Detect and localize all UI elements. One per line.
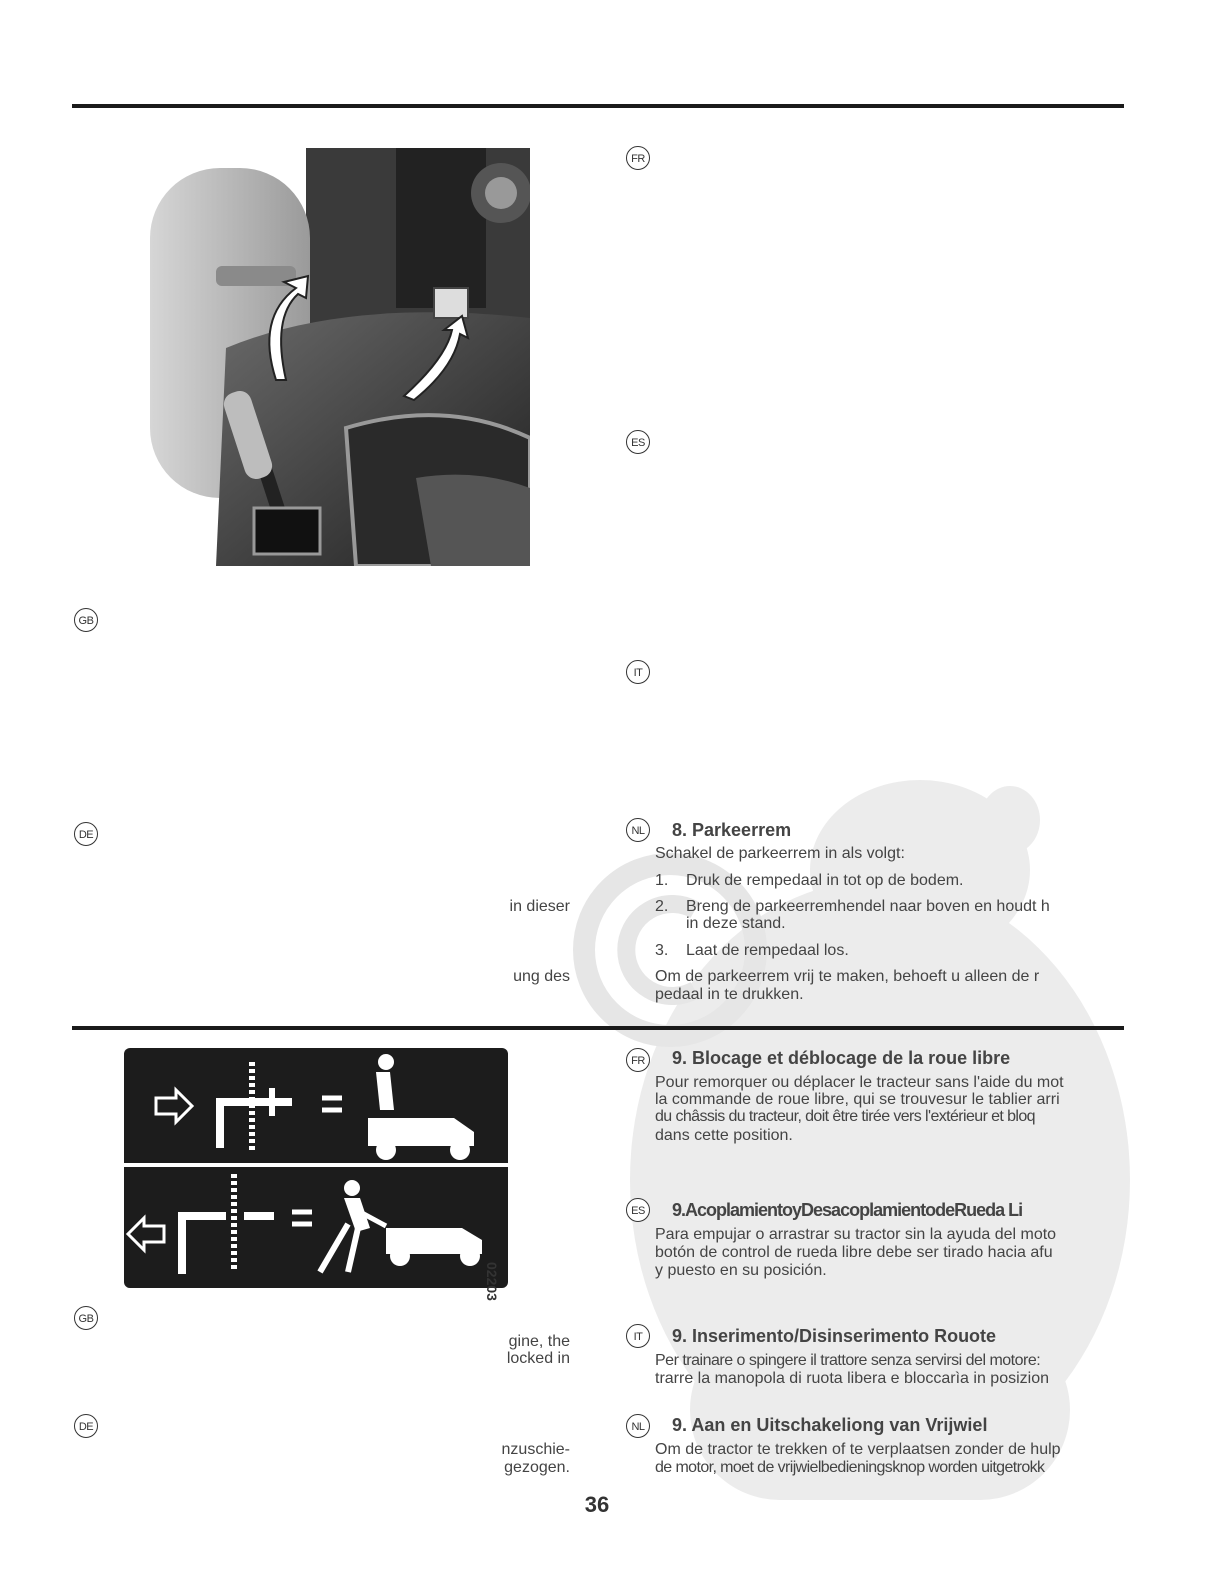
fr-freewheel-line-1: Pour remorquer ou déplacer le tracteur sans l'aide du mot bbox=[655, 1074, 1064, 1091]
nl-parking-outro-1: Om de parkeerrem vrij te maken, behoeft u alleen de r bbox=[655, 968, 1040, 985]
lang-badge-de-2: DE bbox=[74, 1414, 98, 1438]
lang-badge-gb: GB bbox=[74, 608, 98, 632]
nl-step-1-number: 1. bbox=[655, 872, 669, 889]
fr-freewheel-line-3: du châssis du tracteur, doit être tirée vers l'extérieur et bloq bbox=[655, 1108, 1035, 1125]
lang-badge-es-2: ES bbox=[626, 1198, 650, 1222]
nl-step-2-text-cont: in deze stand. bbox=[686, 915, 786, 932]
decal-code: 02203 bbox=[484, 1262, 500, 1301]
fr-freewheel-line-4: dans cette position. bbox=[655, 1127, 793, 1144]
lang-badge-de: DE bbox=[74, 822, 98, 846]
es-freewheel-line-3: y puesto en su posición. bbox=[655, 1262, 827, 1279]
es-freewheel-line-2: botón de control de rueda libre debe ser tirado hacia afu bbox=[655, 1244, 1053, 1261]
lang-badge-nl-2: NL bbox=[626, 1414, 650, 1438]
lang-badge-fr: FR bbox=[626, 146, 650, 170]
nl-step-2-text: Breng de parkeerremhendel naar boven en houdt h bbox=[686, 898, 1050, 915]
freewheel-decal bbox=[124, 1048, 508, 1288]
lang-badge-it-2: IT bbox=[626, 1324, 650, 1348]
gb-fragment-2: locked in bbox=[506, 1350, 570, 1367]
nl-step-3-text: Laat de rempedaal los. bbox=[686, 942, 849, 959]
tractor-lever-photo bbox=[146, 148, 530, 566]
page-number: 36 bbox=[584, 1492, 610, 1517]
fr-freewheel-line-2: la commande de roue libre, qui se trouvesur le tablier arri bbox=[655, 1091, 1060, 1108]
gb-fragment-1: gine, the bbox=[508, 1333, 570, 1350]
lang-badge-gb-2: GB bbox=[74, 1306, 98, 1330]
nl-parking-heading: 8. Parkeerrem bbox=[672, 820, 792, 840]
nl-parking-intro: Schakel de parkeerrem in als volgt: bbox=[655, 845, 905, 862]
top-rule bbox=[72, 104, 1124, 108]
de2-fragment-1: nzuschie- bbox=[501, 1441, 570, 1458]
fr-freewheel-heading: 9. Blocage et déblocage de la roue libre bbox=[672, 1048, 1011, 1068]
it-freewheel-line-1: Per trainare o spingere il trattore senza servirsi del motore: bbox=[655, 1352, 1041, 1369]
nl-parking-outro-2: pedaal in te drukken. bbox=[655, 986, 804, 1003]
de-fragment-1: in dieser bbox=[509, 898, 570, 915]
it-freewheel-line-2: trarre la manopola di ruota libera e bloccarìa in posizion bbox=[655, 1370, 1049, 1387]
es-freewheel-heading: 9.AcoplamientoyDesacoplamientodeRueda Li bbox=[672, 1200, 1023, 1220]
lang-badge-it: IT bbox=[626, 660, 650, 684]
nl-freewheel-line-2: de motor, moet de vrijwielbedieningsknop worden uitgetrokk bbox=[655, 1459, 1045, 1476]
nl-step-3-number: 3. bbox=[655, 942, 669, 959]
de-fragment-2: ung des bbox=[513, 968, 570, 985]
es-freewheel-line-1: Para empujar o arrastrar su tractor sin la ayuda del moto bbox=[655, 1226, 1057, 1243]
lang-badge-nl: NL bbox=[626, 818, 650, 842]
lang-badge-es: ES bbox=[626, 430, 650, 454]
nl-freewheel-line-1: Om de tractor te trekken of te verplaatsen zonder de hulp bbox=[655, 1441, 1061, 1458]
nl-freewheel-heading: 9. Aan en Uitschakeliong van Vrijwiel bbox=[672, 1415, 988, 1435]
middle-rule bbox=[72, 1026, 1124, 1030]
nl-step-1-text: Druk de rempedaal in tot op de bodem. bbox=[686, 872, 964, 889]
nl-step-2-number: 2. bbox=[655, 898, 669, 915]
lang-badge-fr-2: FR bbox=[626, 1048, 650, 1072]
it-freewheel-heading: 9. Inserimento/Disinserimento Rouote bbox=[672, 1326, 997, 1346]
de2-fragment-2: gezogen. bbox=[504, 1459, 570, 1476]
